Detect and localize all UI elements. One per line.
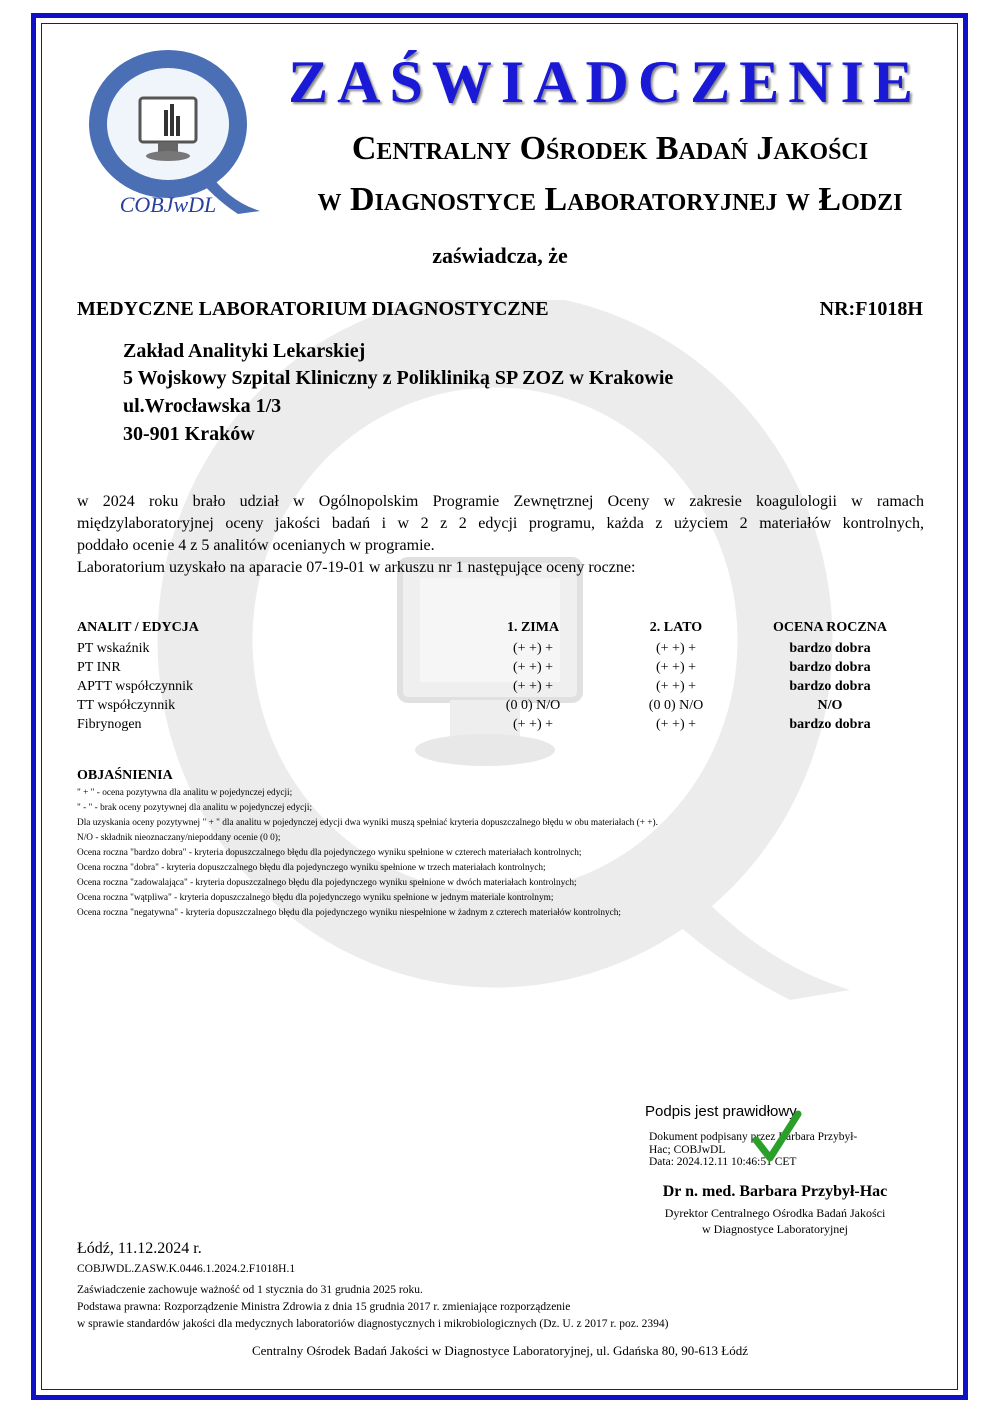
lab-number: NR:F1018H bbox=[819, 298, 923, 320]
row-summer: (+ +) + bbox=[655, 717, 696, 732]
explanations-title: OBJAŚNIENIA bbox=[77, 768, 173, 783]
explanation-line: Ocena roczna "wątpliwa" - kryteria dopuszczalnego błędu dla pojedynczego wyniku spełnione w jednym materiale kontrolnym; bbox=[77, 893, 554, 903]
org-name-line2: w Diagnostyce Laboratoryjnej w Łodzi bbox=[317, 181, 903, 218]
cobjwdl-logo bbox=[68, 36, 268, 221]
row-summer: (+ +) + bbox=[655, 679, 696, 694]
row-summer: (+ +) + bbox=[655, 660, 696, 675]
row-analyte: Fibrynogen bbox=[77, 717, 142, 732]
table-header-annual: OCENA ROCZNA bbox=[773, 620, 887, 635]
row-analyte: PT INR bbox=[77, 660, 121, 675]
row-winter: (+ +) + bbox=[512, 717, 553, 732]
row-winter: (+ +) + bbox=[512, 641, 553, 656]
address-line-4: 30-901 Kraków bbox=[123, 423, 255, 445]
row-winter: (0 0) N/O bbox=[505, 698, 561, 713]
org-name-line1: Centralny Ośrodek Badań Jakości bbox=[351, 130, 869, 167]
table-header-analyte: ANALIT / EDYCJA bbox=[77, 620, 199, 635]
signer-role-line2: w Diagnostyce Laboratoryjnej bbox=[702, 1222, 848, 1236]
explanations-list bbox=[77, 786, 658, 921]
legal-basis-line2: w sprawie standardów jakości dla medycznych laboratoriów diagnostycznych i mikrobiologicznych (Dz. U. z 2017 r. poz. 2394) bbox=[77, 1318, 669, 1330]
explanation-line: Ocena roczna "negatywna" - kryteria dopuszczalnego błędu dla pojedynczego wyniku niespełnione w żadnym z czterech materiałów kontrolnych; bbox=[77, 908, 622, 918]
row-winter: (+ +) + bbox=[512, 679, 553, 694]
paragraph-line-2: międzylaboratoryjnej oceny jakości badań i w 2 z 2 edycji programu, każda z użyciem 2 materiałów kontrolnych, bbox=[77, 515, 924, 532]
reference-number: COBJWDL.ZASW.K.0446.1.2024.2.F1018H.1 bbox=[77, 1263, 296, 1275]
check-icon bbox=[752, 1108, 802, 1168]
table-header-winter: 1. ZIMA bbox=[506, 620, 560, 635]
signature-detail-line: Hac; COBJwDL bbox=[649, 1143, 726, 1156]
paragraph-line-4: Laboratorium uzyskało na aparacie 07-19-01 w arkuszu nr 1 następujące oceny roczne: bbox=[77, 559, 636, 576]
explanation-line: Ocena roczna "dobra" - kryteria dopuszczalnego błędu dla pojedynczego wyniku spełnione w trzech materiałach kontrolnych; bbox=[77, 863, 546, 873]
signature-detail-line: Dokument podpisany przez Barbara Przybył- bbox=[649, 1131, 858, 1143]
table-header-summer: 2. LATO bbox=[649, 620, 703, 635]
row-annual: bardzo dobra bbox=[789, 641, 871, 656]
row-annual: bardzo dobra bbox=[789, 679, 871, 694]
row-annual: bardzo dobra bbox=[789, 717, 871, 732]
explanation-line: Dla uzyskania oceny pozytywnej " + " dla analitu w pojedynczej edycji dwa wyniki muszą spełniać kryteria dopuszczalnego błędu w obu materiałach (+ +). bbox=[77, 818, 658, 828]
legal-basis-line1: Podstawa prawna: Rozporządzenie Ministra Zdrowia z dnia 15 grudnia 2017 r. zmieniające rozporządzenie bbox=[77, 1301, 571, 1313]
footer-address: Centralny Ośrodek Badań Jakości w Diagnostyce Laboratoryjnej, ul. Gdańska 80, 90-613 Łódź bbox=[251, 1343, 749, 1358]
row-analyte: APTT współczynnik bbox=[77, 679, 194, 694]
row-summer: (0 0) N/O bbox=[648, 698, 704, 713]
signature-status: Podpis jest prawidłowy bbox=[645, 1103, 797, 1120]
address-line-3: ul.Wrocławska 1/3 bbox=[123, 395, 282, 417]
explanation-line: N/O - składnik nieoznaczany/niepoddany ocenie (0 0); bbox=[77, 833, 281, 843]
row-analyte: TT współczynnik bbox=[77, 698, 176, 713]
paragraph-line-1: w 2024 roku brało udział w Ogólnopolskim Programie Zewnętrznej Oceny w zakresie koagulologii w ramach bbox=[77, 493, 924, 510]
row-analyte: PT wskaźnik bbox=[77, 641, 150, 656]
intro-text: zaświadcza, że bbox=[432, 243, 568, 268]
explanation-line: " + " - ocena pozytywna dla analitu w pojedynczej edycji; bbox=[77, 788, 293, 798]
signer-role-line1: Dyrektor Centralnego Ośrodka Badań Jakości bbox=[664, 1206, 886, 1220]
row-summer: (+ +) + bbox=[655, 641, 696, 656]
address-line-2: 5 Wojskowy Szpital Kliniczny z Polikliniką SP ZOZ w Krakowie bbox=[123, 367, 674, 389]
document-title: ZAŚWIADCZENIE bbox=[288, 49, 922, 115]
row-annual: bardzo dobra bbox=[789, 660, 871, 675]
lab-name: MEDYCZNE LABORATORIUM DIAGNOSTYCZNE bbox=[77, 298, 549, 320]
signer-name: Dr n. med. Barbara Przybył-Hac bbox=[662, 1183, 888, 1200]
explanation-line: Ocena roczna "zadowalająca" - kryteria dopuszczalnego błędu dla pojedynczego wyniku spełnione w dwóch materiałach kontrolnych; bbox=[77, 878, 577, 888]
validity-text: Zaświadczenie zachowuje ważność od 1 stycznia do 31 grudnia 2025 roku. bbox=[77, 1284, 423, 1296]
participation-paragraph bbox=[77, 491, 924, 579]
explanation-line: Ocena roczna "bardzo dobra" - kryteria dopuszczalnego błędu dla pojedynczego wyniku spełnione w czterech materiałach kontrolnych; bbox=[77, 848, 582, 858]
explanation-line: " - " - brak oceny pozytywnej dla analitu w pojedynczej edycji; bbox=[77, 803, 313, 813]
row-annual: N/O bbox=[817, 698, 843, 713]
row-winter: (+ +) + bbox=[512, 660, 553, 675]
place-date: Łódź, 11.12.2024 r. bbox=[77, 1240, 202, 1257]
address-line-1: Zakład Analityki Lekarskiej bbox=[123, 340, 366, 362]
paragraph-line-3: poddało ocenie 4 z 5 analitów ocenianych w programie. bbox=[77, 537, 435, 554]
signature-detail-line: Data: 2024.12.11 10:46:51 CET bbox=[649, 1156, 797, 1168]
logo-caption: COBJwDL bbox=[119, 192, 217, 217]
